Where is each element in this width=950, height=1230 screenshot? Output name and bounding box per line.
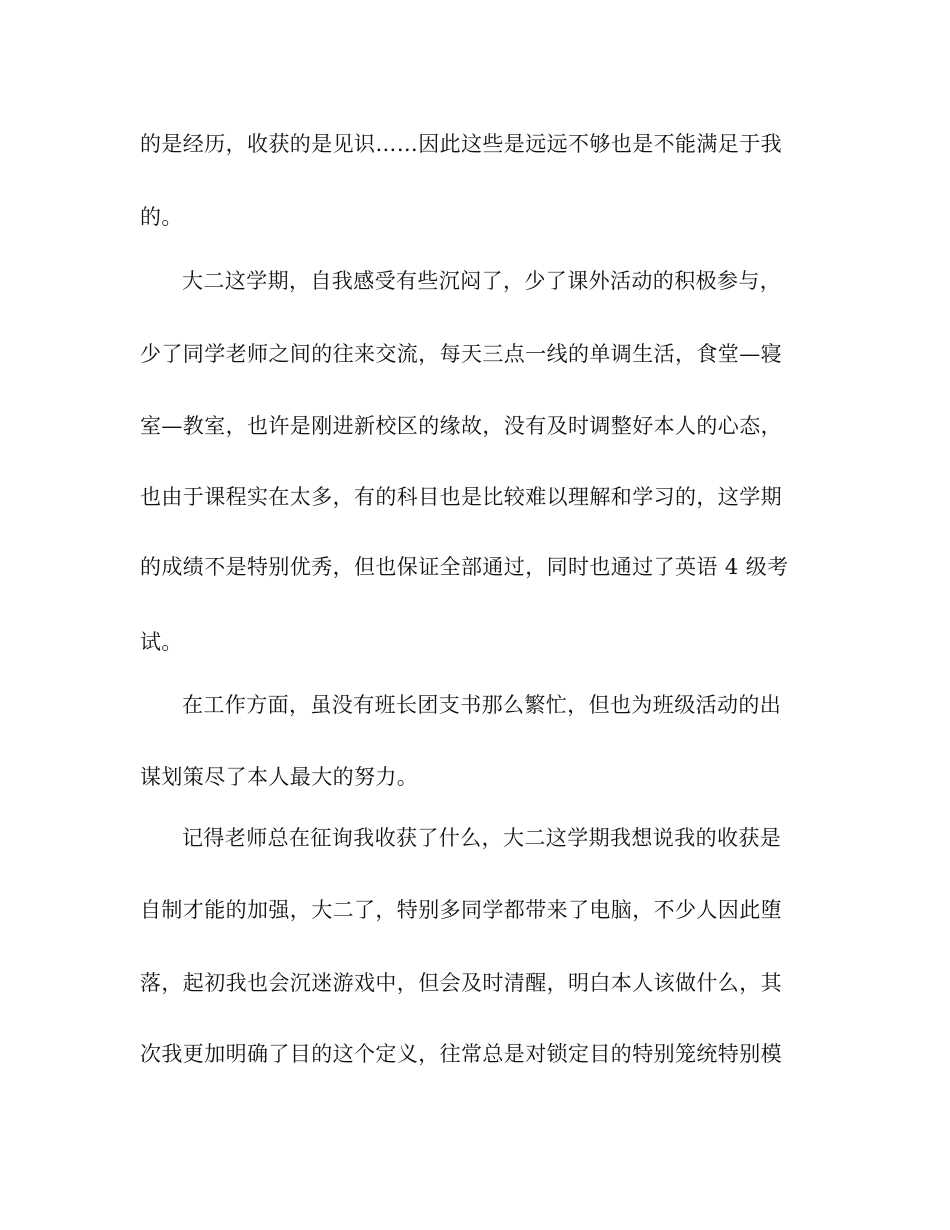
paragraph-start-line: 记得老师总在征询我收获了什么，大二这学期我想说我的收获是	[182, 826, 782, 850]
text-line: 自制才能的加强，大二了，特别多同学都带来了电脑，不少人因此堕	[140, 898, 782, 922]
text-line: 次我更加明确了目的这个定义，往常总是对锁定目的特别笼统特别模	[140, 1042, 782, 1066]
paragraph-start-line: 大二这学期，自我感受有些沉闷了，少了课外活动的积极参与，	[182, 269, 782, 293]
text-line: 试。	[140, 630, 183, 654]
text-line: 的成绩不是特别优秀，但也保证全部通过，同时也通过了英语 4 级考	[140, 555, 789, 579]
text-line: 谋划策尽了本人最大的努力。	[140, 765, 419, 789]
text-line: 少了同学老师之间的往来交流，每天三点一线的单调生活，食堂—寝	[140, 342, 782, 366]
text-line: 的。	[140, 205, 183, 229]
text-line: 落，起初我也会沉迷游戏中，但会及时清醒，明白本人该做什么，其	[140, 971, 782, 995]
text-line: 室—教室，也许是刚进新校区的缘故，没有及时调整好本人的心态，	[140, 414, 782, 438]
paragraph-start-line: 在工作方面，虽没有班长团支书那么繁忙，但也为班级活动的出	[182, 693, 782, 717]
text-line: 也由于课程实在太多，有的科目也是比较难以理解和学习的，这学期	[140, 485, 782, 509]
text-line: 的是经历，收获的是见识……因此这些是远远不够也是不能满足于我	[140, 132, 782, 156]
